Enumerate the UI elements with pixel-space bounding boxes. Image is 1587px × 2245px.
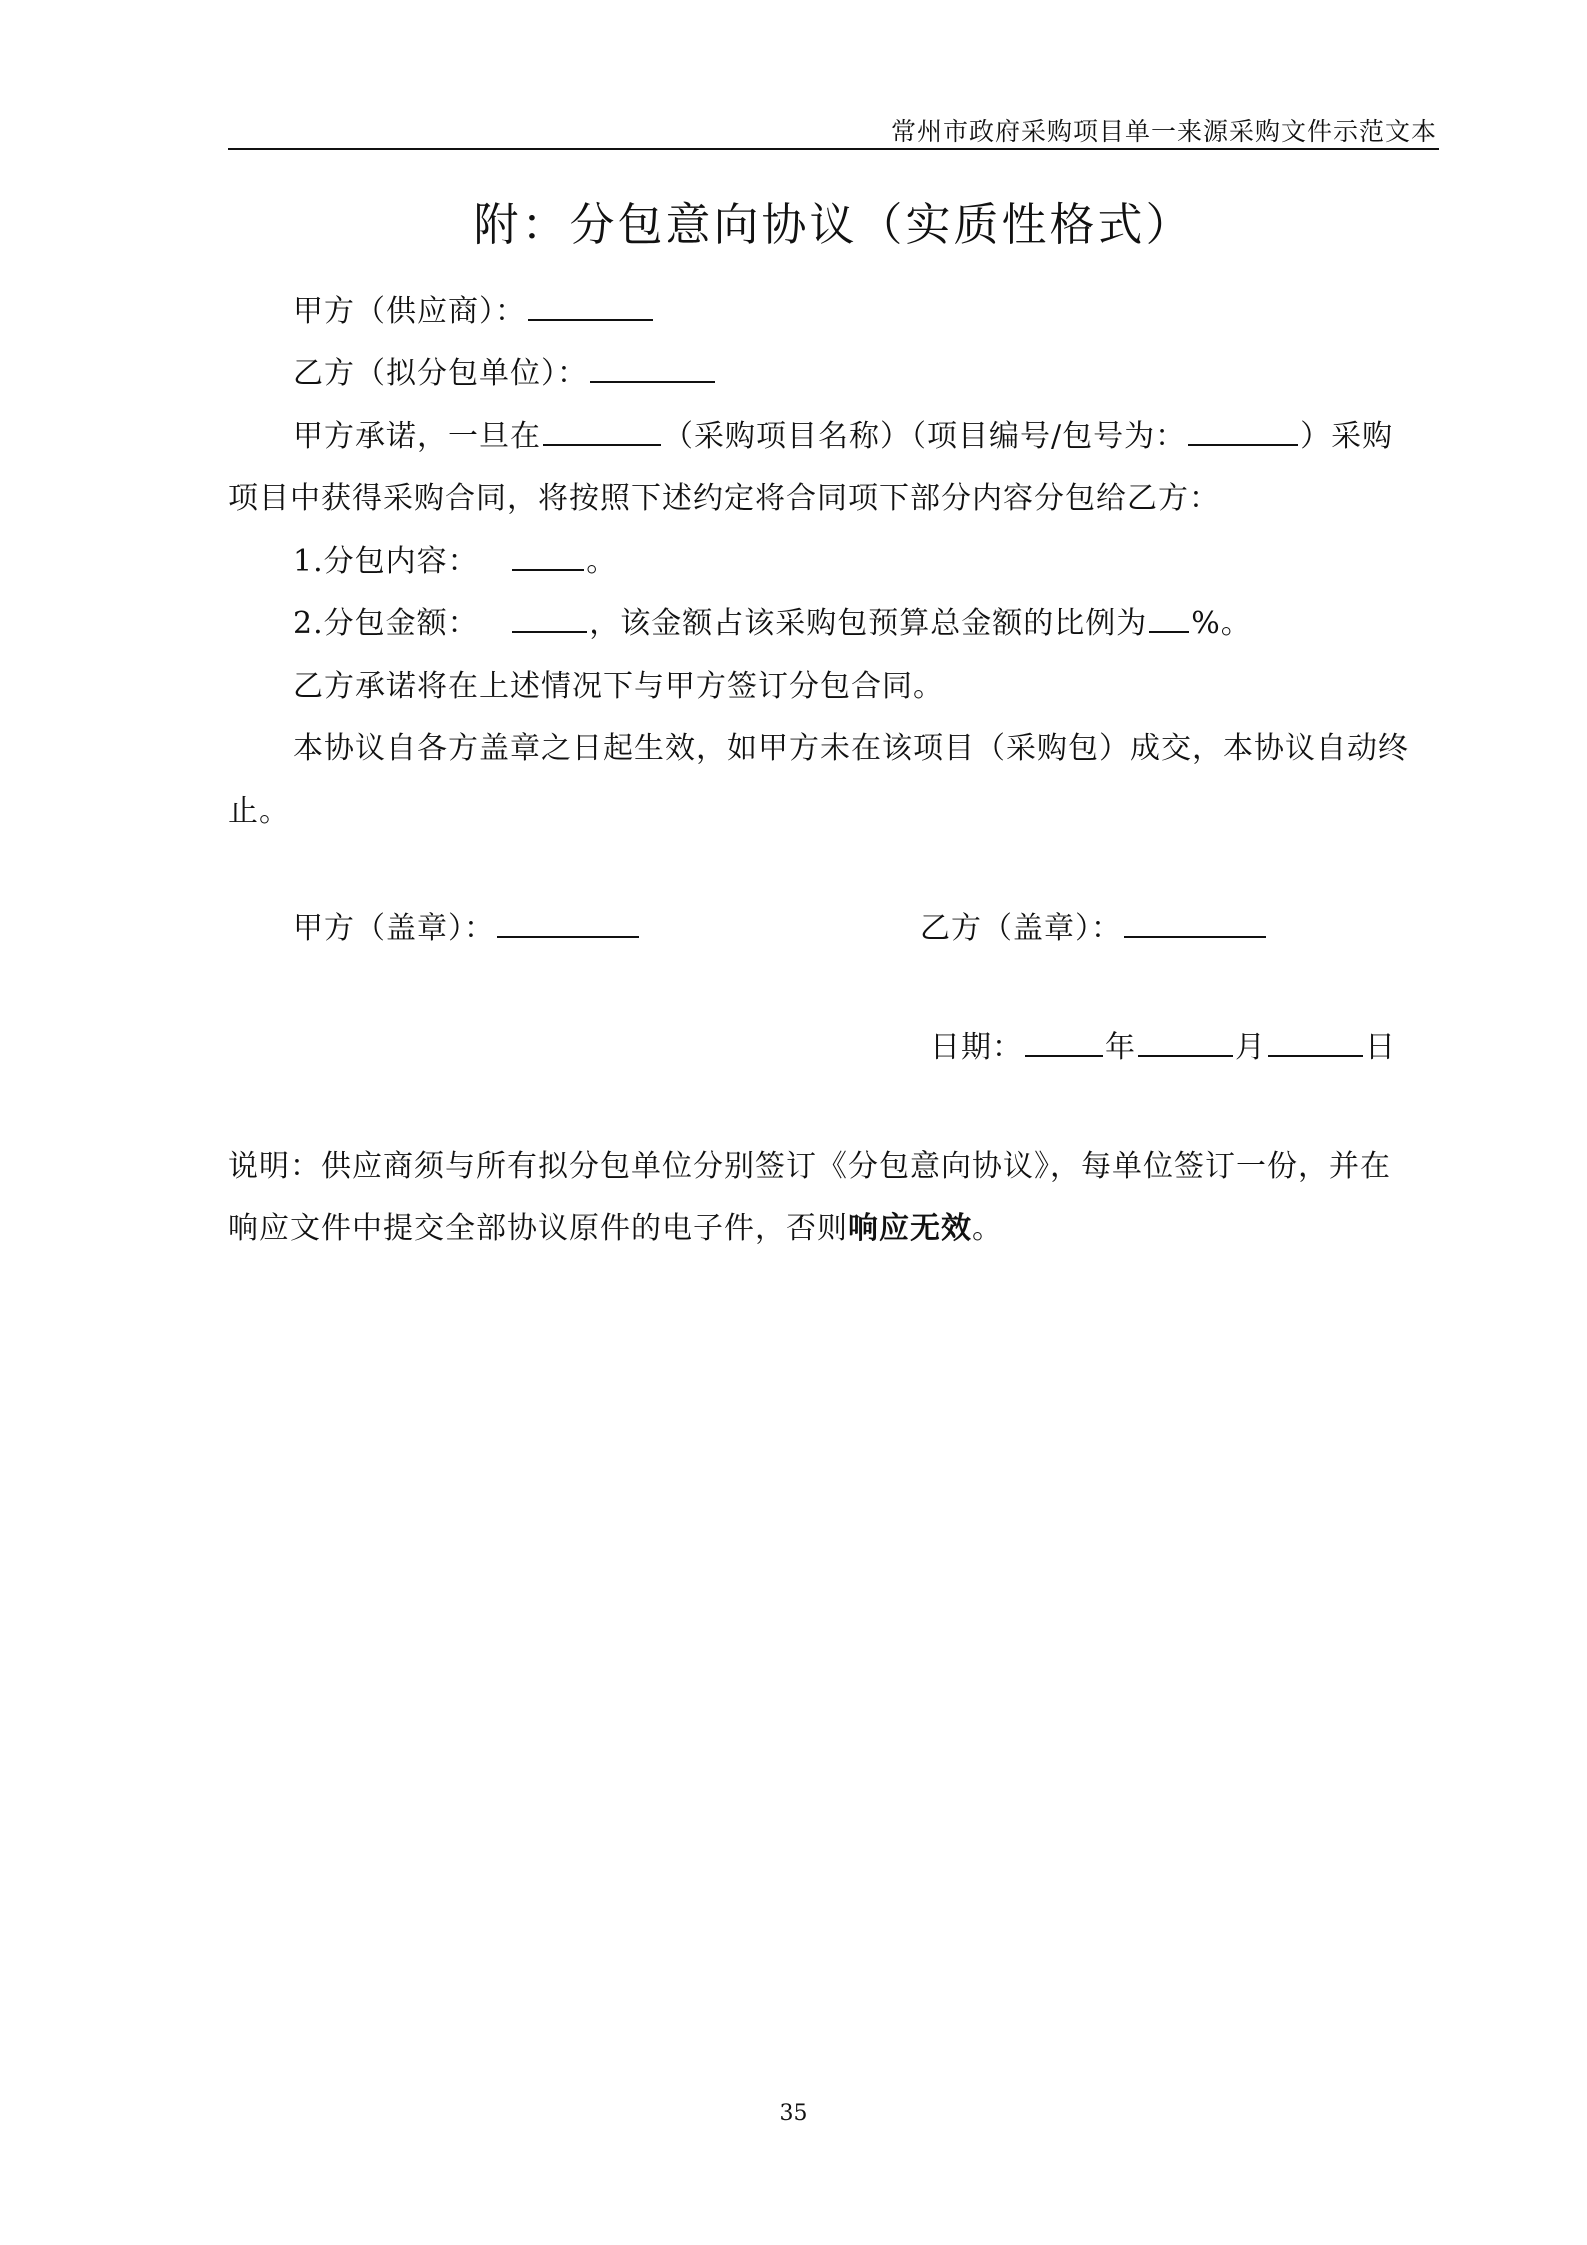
party-a-label: 甲方（供应商）： (293, 294, 526, 329)
commitment-text-3: ）采购 (1300, 419, 1394, 454)
item-1-label: 1.分包内容： (293, 544, 479, 579)
percentage-blank (1149, 605, 1189, 633)
note-text: 响应文件中提交全部协议原件的电子件，否则 (228, 1211, 848, 1246)
subcontract-content-blank (512, 543, 584, 571)
commitment-text-1: 甲方承诺，一旦在 (293, 419, 541, 454)
project-number-blank (1188, 418, 1298, 446)
year-label: 年 (1105, 1030, 1136, 1065)
running-header: 常州市政府采购项目单一来源采购文件示范文本 (890, 117, 1437, 146)
item-2-end: %。 (1191, 606, 1252, 641)
day-blank (1268, 1029, 1363, 1057)
party-b-line (293, 348, 717, 392)
day-label: 日 (1365, 1030, 1396, 1065)
item-1-line (293, 536, 617, 580)
commitment-text-2: （采购项目名称）（项目编号/包号为： (663, 419, 1187, 454)
project-name-blank (543, 418, 661, 446)
party-b-seal-blank (1124, 910, 1266, 938)
header-rule (228, 148, 1439, 150)
page-title: 附：分包意向协议（实质性格式） (473, 198, 1194, 251)
party-b-blank (590, 355, 715, 383)
item-2-label: 2.分包金额： (293, 606, 479, 641)
date-line (930, 1022, 1396, 1066)
commitment-line-1 (293, 411, 1393, 455)
page-number: 35 (779, 2101, 808, 2126)
party-b-label: 乙方（拟分包单位）： (293, 356, 588, 391)
year-blank (1025, 1029, 1103, 1057)
note-line-1: 说明：供应商须与所有拟分包单位分别签订《分包意向协议》，每单位签订一份，并在 (228, 1149, 1391, 1184)
item-2-line (293, 598, 1252, 642)
party-b-seal-label: 乙方（盖章）： (920, 911, 1122, 946)
party-a-seal-label: 甲方（盖章）： (293, 911, 495, 946)
party-a-seal-line (293, 903, 641, 947)
party-b-commitment: 乙方承诺将在上述情况下与甲方签订分包合同。 (293, 669, 944, 704)
month-blank (1138, 1029, 1233, 1057)
subcontract-amount-blank (512, 605, 587, 633)
party-a-line (293, 286, 655, 330)
party-a-seal-blank (497, 910, 639, 938)
effect-line-1: 本协议自各方盖章之日起生效，如甲方未在该项目（采购包）成交，本协议自动终 (293, 731, 1409, 766)
commitment-line-2: 项目中获得采购合同，将按照下述约定将合同项下部分内容分包给乙方： (228, 481, 1220, 516)
party-a-blank (528, 293, 653, 321)
party-b-seal-line (920, 903, 1268, 947)
note-line-2 (228, 1203, 1003, 1247)
date-label: 日期： (930, 1030, 1023, 1065)
effect-line-2: 止。 (228, 794, 290, 829)
month-label: 月 (1235, 1030, 1266, 1065)
invalid-response-emphasis: 响应无效 (848, 1211, 972, 1246)
item-2-mid: ，该金额占该采购包预算总金额的比例为 (589, 606, 1148, 641)
item-1-end: 。 (586, 544, 618, 579)
note-end: 。 (972, 1211, 1003, 1246)
